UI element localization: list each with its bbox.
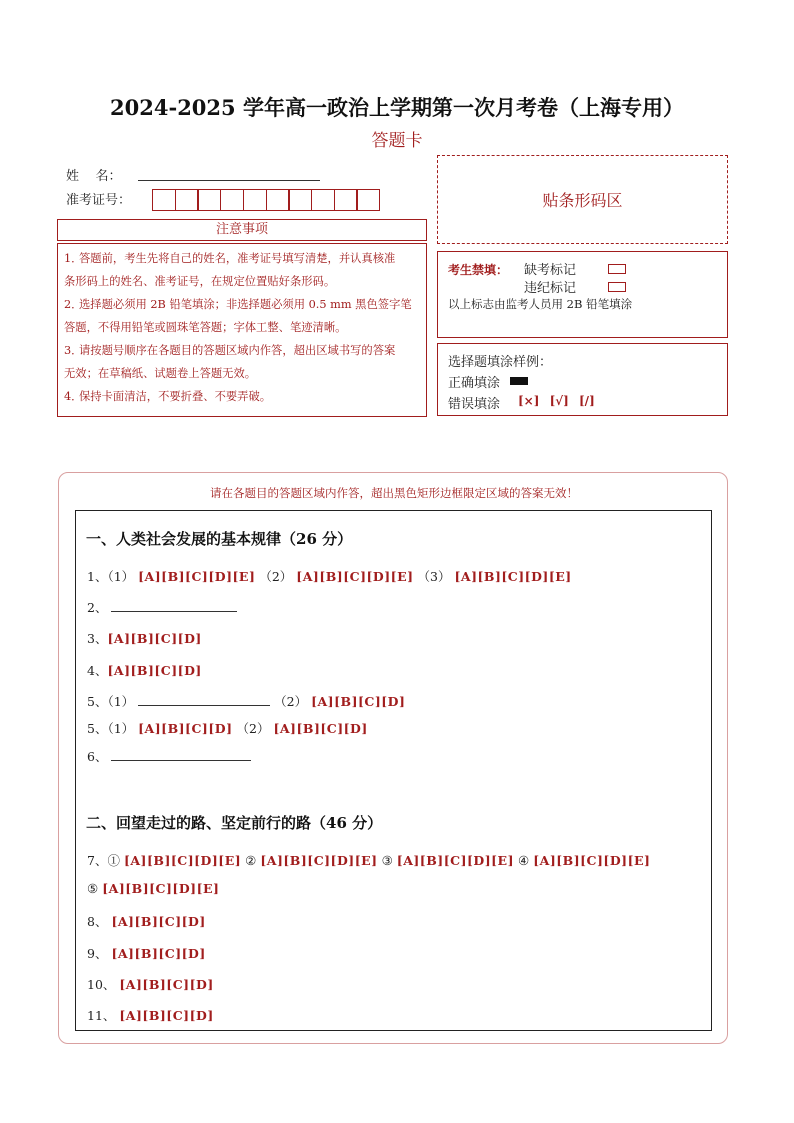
note-text: 请按题号顺序在各题目的答题区域内作答，超出区域书写的答案: [79, 344, 396, 357]
answer-options[interactable]: [A][B][C][D]: [119, 977, 214, 992]
question-8: [87, 912, 206, 930]
barcode-zone: 贴条形码区: [437, 155, 728, 244]
question-number: 5、（1）: [87, 721, 135, 736]
question-1: [87, 567, 572, 585]
note-text: 选择题必须用 2B 铅笔填涂；非选择题必须用 0.5 mm 黑色签字笔: [79, 298, 412, 311]
note-text: 答题，不得用铅笔或圆珠笔答题；字体工整、笔迹清晰。: [64, 321, 347, 334]
question-number: 1、（1）: [87, 569, 135, 584]
absent-mark-box[interactable]: [608, 264, 626, 274]
question-9: [87, 944, 206, 962]
proctor-only-label: 考生禁填：: [448, 263, 509, 277]
question-number: 3、: [87, 631, 108, 646]
note-number: 1．: [64, 252, 83, 265]
answer-options[interactable]: [A][B][C][D]: [107, 631, 202, 646]
question-number: 10、: [87, 977, 116, 992]
note-number: 3．: [64, 344, 83, 357]
note-text: 答题前，考生先将自己的姓名，准考证号填写清楚，并认真核准: [79, 252, 396, 265]
question-6: [87, 747, 251, 765]
notes-box: [57, 243, 427, 417]
answer-blank[interactable]: [111, 599, 237, 612]
id-digit-box[interactable]: [243, 189, 267, 211]
page-title: 2024-2025 学年高一政治上学期第一次月考卷（上海专用）: [110, 95, 684, 120]
sub-question-number: ④: [518, 853, 530, 868]
answer-frame: [75, 510, 712, 1031]
id-digit-box[interactable]: [311, 189, 335, 211]
question-7-continued: [87, 881, 219, 896]
id-digit-box[interactable]: [288, 189, 312, 211]
question-number: 2、: [87, 600, 108, 615]
name-field[interactable]: [138, 180, 320, 181]
question-7: [87, 851, 650, 869]
question-5a: [87, 692, 405, 710]
sub-question-number: ⑤: [87, 881, 99, 896]
id-digit-box[interactable]: [356, 189, 380, 211]
answer-options[interactable]: [A][B][C][D][E]: [533, 853, 651, 868]
answer-options[interactable]: [A][B][C][D][E]: [138, 569, 256, 584]
answer-options[interactable]: [A][B][C][D]: [311, 694, 406, 709]
id-digit-box[interactable]: [334, 189, 358, 211]
sub-question-number: （2）: [236, 721, 270, 736]
answer-options[interactable]: [A][B][C][D][E]: [123, 853, 242, 868]
id-digit-box[interactable]: [220, 189, 244, 211]
answer-options[interactable]: [A][B][C][D][E]: [102, 881, 220, 896]
id-label: 准考证号：: [66, 193, 132, 208]
note-number: 2．: [64, 298, 83, 311]
answer-options[interactable]: [A][B][C][D]: [273, 721, 368, 736]
note-text: 保持卡面清洁，不要折叠、不要弄破。: [79, 390, 272, 403]
id-digit-box[interactable]: [152, 189, 176, 211]
absent-mark-label: 缺考标记: [524, 263, 577, 278]
proctor-note: 以上标志由监考人员用 2B 铅笔填涂: [448, 297, 633, 311]
note-item: [64, 293, 422, 316]
question-4: [87, 661, 202, 679]
notes-header: 注意事项: [57, 219, 427, 241]
answer-options[interactable]: [A][B][C][D][E]: [260, 853, 378, 868]
question-number: 9、: [87, 946, 108, 961]
note-item: [64, 385, 422, 408]
section-2-title: 二、回望走过的路、坚定前行的路（46 分）: [86, 814, 383, 832]
id-digit-box[interactable]: [266, 189, 290, 211]
question-number: 5、（1）: [87, 694, 135, 709]
exam-status-box: [437, 251, 728, 338]
id-digit-box[interactable]: [197, 189, 221, 211]
wrong-fill-marks: [×] [√] [/]: [518, 394, 595, 408]
sub-question-number: ②: [245, 853, 257, 868]
violation-mark-box[interactable]: [608, 282, 626, 292]
question-number: 8、: [87, 914, 108, 929]
sub-question-number: （2）: [259, 569, 293, 584]
question-5b: [87, 719, 368, 737]
answer-options[interactable]: [A][B][C][D]: [138, 721, 233, 736]
note-item: [64, 247, 422, 270]
id-number-boxes[interactable]: [152, 189, 379, 211]
section-1-title: 一、人类社会发展的基本规律（26 分）: [86, 530, 353, 548]
fill-sample-title: 选择题填涂样例：: [448, 355, 553, 370]
fill-sample-box: [437, 343, 728, 416]
wrong-fill-label: 错误填涂: [448, 397, 501, 412]
answer-options[interactable]: [A][B][C][D]: [107, 663, 202, 678]
violation-mark-label: 违纪标记: [524, 281, 577, 296]
note-text: 无效；在草稿纸、试题卷上答题无效。: [64, 367, 257, 380]
answer-blank[interactable]: [138, 693, 270, 706]
note-number: 4．: [64, 390, 83, 403]
question-number: 11、: [87, 1008, 116, 1023]
id-digit-box[interactable]: [175, 189, 199, 211]
name-label: 姓 名：: [66, 169, 122, 184]
question-11: [87, 1006, 214, 1024]
note-text: 条形码上的姓名、准考证号，在规定位置贴好条形码。: [64, 275, 336, 288]
question-10: [87, 975, 214, 993]
sub-question-number: （2）: [274, 694, 308, 709]
correct-fill-label: 正确填涂: [448, 376, 501, 391]
question-number: 4、: [87, 663, 108, 678]
answer-options[interactable]: [A][B][C][D][E]: [396, 853, 515, 868]
answer-options[interactable]: [A][B][C][D]: [111, 946, 206, 961]
sub-question-number: ③: [381, 853, 393, 868]
note-item: [64, 339, 422, 362]
answer-options[interactable]: [A][B][C][D][E]: [454, 569, 572, 584]
question-number: 7、①: [87, 853, 120, 868]
answer-area: [58, 472, 728, 1044]
question-3: [87, 629, 202, 647]
answer-options[interactable]: [A][B][C][D]: [119, 1008, 214, 1023]
sub-question-number: （3）: [417, 569, 451, 584]
answer-blank[interactable]: [111, 748, 251, 761]
answer-options[interactable]: [A][B][C][D]: [111, 914, 206, 929]
answer-instruction: 请在各题目的答题区域内作答，超出黑色矩形边框限定区域的答案无效！: [210, 486, 578, 500]
question-number: 6、: [87, 749, 108, 764]
question-2: [87, 598, 237, 616]
correct-fill-mark: [510, 377, 528, 385]
answer-options[interactable]: [A][B][C][D][E]: [296, 569, 414, 584]
page-subtitle: 答题卡: [371, 131, 423, 151]
